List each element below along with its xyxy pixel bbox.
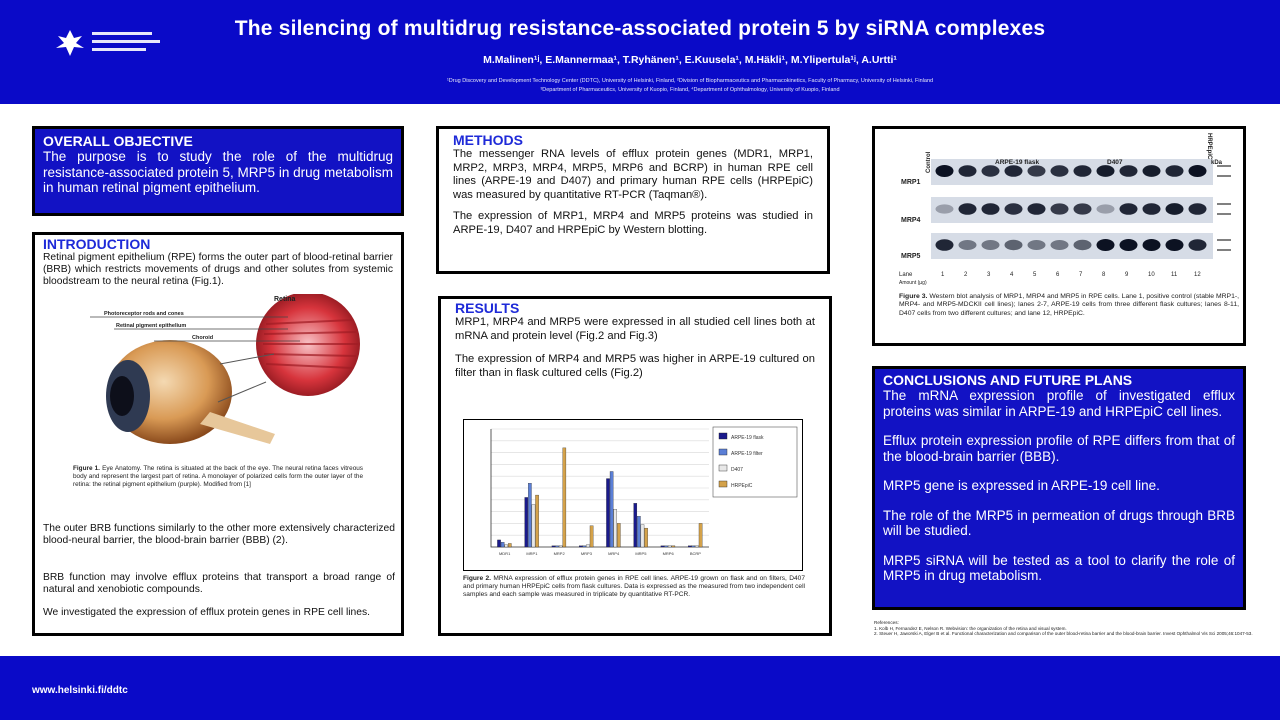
chart-bar	[637, 516, 640, 547]
chart-bar	[528, 483, 531, 547]
methods-paragraph: The messenger RNA levels of efflux protein genes (MDR1, MRP1, MRP2, MRP3, MRP4, MRP5, MRP6 and BCRP) in human RPE cell lines (ARPE-19 and D407) and primary human RPE cells (HRPEpiC) was measured by quantitative RT-PCR (Taqman®).	[453, 148, 813, 201]
results-paragraph: The expression of MRP4 and MRP5 was higher in ARPE-19 cultured on filter than in flask cultured cells (Fig.2)	[455, 353, 815, 379]
blot-lane-number: 7	[1079, 272, 1083, 278]
results-box	[438, 296, 832, 636]
figure1-caption	[73, 465, 363, 489]
chart-x-tick-label: MRP1	[526, 551, 538, 556]
eye-anatomy-figure	[70, 294, 366, 456]
chart-legend-swatch	[719, 433, 727, 439]
conclusions-heading: CONCLUSIONS AND FUTURE PLANS	[883, 372, 1133, 388]
blot-band	[1189, 165, 1207, 177]
objective-box	[32, 126, 404, 216]
blot-band	[1005, 203, 1023, 214]
blot-row-label: MRP5	[901, 253, 921, 260]
results-heading: RESULTS	[455, 300, 520, 316]
figure1-label-photoreceptor: Photoreceptor rods and cones	[104, 311, 184, 317]
chart-bar	[668, 546, 671, 547]
blot-lane-number: 4	[1010, 272, 1014, 278]
blot-lane-number: 10	[1148, 272, 1155, 278]
chart-bar	[525, 497, 528, 547]
blot-lane-number: 12	[1194, 272, 1201, 278]
blot-band	[1143, 203, 1161, 215]
objective-heading: OVERALL OBJECTIVE	[43, 133, 193, 149]
chart-legend-swatch	[719, 449, 727, 455]
reference-item: 1. Kolb H, Fernandez E, Nelson R. Webvision: the organization of the retina and visual system.	[874, 625, 1067, 631]
blot-band	[1120, 239, 1138, 251]
blot-row-label: MRP1	[901, 179, 921, 186]
chart-legend-label: ARPE-19 filter	[731, 451, 763, 457]
chart-bar	[563, 448, 566, 547]
blot-band	[1189, 239, 1207, 251]
blot-band	[1051, 165, 1069, 176]
figure2-caption	[463, 575, 805, 599]
blot-group-arpe: ARPE-19 flask	[995, 159, 1040, 166]
chart-bar	[617, 523, 620, 547]
blot-band	[1166, 203, 1184, 215]
chart-legend-swatch	[719, 481, 727, 487]
chart-x-tick-label: BCRP	[689, 551, 701, 556]
chart-bar	[644, 528, 647, 547]
poster-header	[0, 0, 1280, 104]
figure1-caption-label: Figure 1.	[73, 465, 100, 472]
chart-x-tick-label: MRP4	[608, 551, 620, 556]
blot-band	[1143, 239, 1161, 251]
blot-lane-number: 5	[1033, 272, 1037, 278]
poster-authors: M.Malinen¹ʲ, E.Mannermaa¹, T.Ryhänen¹, E.Kuusela¹, M.Häkli¹, M.Ylipertula¹ʲ, A.Urtti¹	[483, 54, 897, 66]
blot-band	[1028, 240, 1046, 250]
blot-lane-number: 2	[964, 272, 968, 278]
chart-bar	[552, 546, 555, 547]
chart-bar	[497, 540, 500, 547]
chart-bar	[508, 543, 511, 547]
blot-band	[1051, 203, 1069, 214]
blot-band	[936, 204, 954, 213]
blot-band	[1028, 165, 1046, 176]
chart-bar	[610, 471, 613, 547]
blot-band	[959, 165, 977, 177]
figure1-label-rpe: Retinal pigment epithelium	[116, 323, 187, 329]
poster-title: The silencing of multidrug resistance-associated protein 5 by siRNA complexes	[234, 17, 1046, 40]
figure1-label-choroid: Choroid	[192, 335, 214, 341]
chart-bar	[688, 546, 691, 547]
blot-group-hrpe: HRPEpiC	[1206, 133, 1212, 160]
blot-control-label: Control	[926, 151, 932, 173]
conclusions-paragraph: The role of the MRP5 in permeation of drugs through BRB will be studied.	[883, 507, 1235, 538]
blot-band	[982, 203, 1000, 215]
chart-bar	[590, 526, 593, 547]
chart-bar	[505, 545, 508, 547]
blot-lane-number: 8	[1102, 272, 1106, 278]
blot-lane-number: 11	[1171, 272, 1178, 278]
mrna-chart-svg	[463, 419, 803, 571]
chart-bar	[641, 525, 644, 547]
blot-band	[1097, 239, 1115, 251]
figure3-caption-text: Western blot analysis of MRP1, MRP4 and MRP5 in RPE cells. Lane 1, positive control (stable MRP1-, MRP4- and MRP5-MDCKII cell lines); lanes 2-7, ARPE-19 cells from three different flask cultures; lanes 8-11, D407 cells from two different cultures; and lane 12, HRPEpiC.	[899, 293, 1240, 317]
introduction-heading: INTRODUCTION	[43, 236, 151, 252]
blot-band	[1166, 165, 1184, 177]
chart-bar	[614, 509, 617, 547]
references-heading: References:	[874, 620, 899, 625]
chart-bar	[535, 495, 538, 547]
conclusions-box	[872, 366, 1246, 610]
introduction-paragraph: Retinal pigment epithelium (RPE) forms the outer part of blood-retinal barrier (BRB) which restricts movements of drugs and other solutes from systemic bloodstream to the neural retina (Fig.1).	[43, 252, 393, 287]
chart-bar	[692, 546, 695, 547]
blot-band	[1189, 203, 1207, 215]
conclusions-paragraph: Efflux protein expression profile of RPE differs from that of the blood-brain barrier (BBB).	[883, 433, 1235, 464]
blot-band	[1074, 240, 1092, 250]
chart-bar	[634, 503, 637, 547]
conclusions-paragraph: MRP5 gene is expressed in ARPE-19 cell line.	[883, 478, 1160, 493]
blot-band	[1166, 239, 1184, 251]
chart-x-tick-label: MRP5	[635, 551, 647, 556]
introduction-paragraph: BRB function may involve efflux proteins that transport a broad range of natural and xenobiotic compounds.	[43, 572, 395, 595]
chart-bar	[579, 546, 582, 547]
figure1-label-retina: Retina	[274, 296, 296, 303]
figure2-caption-text: MRNA expression of efflux protein genes in RPE cell lines. ARPE-19 grown on flask and on filters, D407 and primary human HRPEpiC cells from flask cultures. Data is expressed as the measured from two independent cell samples and each sample was measured in triplicate by quantitative RT-PCR.	[463, 575, 805, 598]
poster-affiliation: ¹Drug Discovery and Development Technology Center (DDTC), University of Helsinki, Finland, ²Division of Biopharmaceutics and Pharmacokinetics, Faculty of Pharmacy, University of Helsinki, Finland	[446, 78, 934, 84]
chart-legend-swatch	[719, 465, 727, 471]
blot-band	[1005, 240, 1023, 250]
chart-legend-label: ARPE-19 flask	[731, 435, 764, 441]
figure3-caption	[899, 293, 1239, 318]
chart-bar	[501, 542, 504, 547]
blot-group-d407: D407	[1107, 159, 1123, 166]
chart-bar	[559, 546, 562, 547]
chart-legend-label: D407	[731, 467, 743, 473]
chart-bar	[665, 546, 668, 547]
logo-text-line	[92, 48, 146, 51]
blot-amount-label: Amount (µg)	[899, 280, 927, 286]
objective-text: The purpose is to study the role of the multidrug resistance-associated protein 5, MRP5 in drug metabolism in human retinal pigment epithelium.	[43, 149, 393, 195]
blot-band	[936, 239, 954, 251]
chart-bar	[556, 546, 559, 547]
blot-band	[936, 165, 954, 177]
blot-band	[1074, 165, 1092, 177]
chart-bar	[583, 546, 586, 547]
reference-item: 2. Steuer H, Jaworski A, Elger B et al. Functional characterization and comparison of the outer blood-retina barrier and the blood-brain barrier. Invest Ophthalmol Vis Sci 2005;46:1047-53.	[874, 631, 1253, 637]
poster-footer	[0, 656, 1280, 720]
western-blot-box	[872, 126, 1246, 346]
results-paragraph: MRP1, MRP4 and MRP5 were expressed in all studied cell lines both at mRNA and protein level (Fig.2 and Fig.3)	[455, 316, 815, 342]
blot-band	[1051, 240, 1069, 250]
chart-bar	[532, 505, 535, 547]
blot-lane-number: 3	[987, 272, 991, 278]
chart-x-tick-label: MDR1	[498, 551, 511, 556]
chart-legend-label: HRPEpiC	[731, 483, 753, 489]
blot-band	[982, 165, 1000, 176]
methods-heading: METHODS	[453, 132, 523, 148]
mrna-expression-chart	[463, 419, 803, 576]
blot-lane-number: 9	[1125, 272, 1129, 278]
figure1-caption-text: Eye Anatomy. The retina is situated at the back of the eye. The neural retina faces vitreous body and represent the largest part of retina. A monolayer of polarized cells form the outer layer of the retina: the retinal pigment epithelium (purple). Modified from [1]	[73, 465, 364, 488]
conclusions-paragraph: MRP5 siRNA will be tested as a tool to clarify the role of MRP5 in drug metabolism.	[883, 552, 1235, 583]
chart-x-tick-label: MRP6	[662, 551, 674, 556]
chart-x-tick-label: MRP2	[553, 551, 565, 556]
blot-band	[959, 203, 977, 215]
blot-lane-number: 1	[941, 272, 945, 278]
chart-bar	[661, 546, 664, 547]
references	[874, 620, 1254, 637]
figure3-caption-label: Figure 3.	[899, 293, 928, 300]
chart-bar	[699, 523, 702, 547]
chart-x-tick-label: MRP3	[580, 551, 592, 556]
chart-bar	[672, 546, 675, 547]
blot-band	[1028, 203, 1046, 215]
poster-affiliation: ³Department of Pharmaceutics, University of Kuopio, Finland, ⁴Department of Ophthalmology, University of Kuopio, Finland	[540, 87, 840, 93]
blot-band	[1120, 203, 1138, 215]
blot-band	[1143, 165, 1161, 177]
blot-row-label: MRP4	[901, 217, 921, 224]
eye-anatomy-illustration	[70, 294, 366, 456]
blot-lane-label: Lane	[899, 272, 913, 278]
blot-band	[959, 240, 977, 250]
chart-bar	[695, 546, 698, 547]
methods-box	[436, 126, 830, 274]
introduction-paragraph: We investigated the expression of efflux protein genes in RPE cell lines.	[43, 607, 371, 618]
blot-band	[1074, 203, 1092, 214]
blot-band	[982, 240, 1000, 250]
blot-band	[1097, 204, 1115, 213]
conclusions-paragraph: The mRNA expression profile of investigated efflux proteins was similar in ARPE-19 and HRPEpiC cell lines.	[883, 388, 1235, 419]
footer-url-link[interactable]: www.helsinki.fi/ddtc	[32, 685, 128, 696]
blot-lane-number: 6	[1056, 272, 1060, 278]
introduction-paragraph: The outer BRB functions similarly to the other more extensively characterized blood-neural barrier, the blood-brain barrier (BBB) (2).	[43, 523, 395, 546]
methods-paragraph: The expression of MRP1, MRP4 and MRP5 proteins was studied in ARPE-19, D407 and HRPEpiC by Western blotting.	[453, 210, 813, 236]
figure2-caption-label: Figure 2.	[463, 575, 491, 582]
blot-size-header: kDa	[1211, 160, 1223, 166]
chart-bar	[586, 545, 589, 547]
chart-bar	[606, 479, 609, 547]
